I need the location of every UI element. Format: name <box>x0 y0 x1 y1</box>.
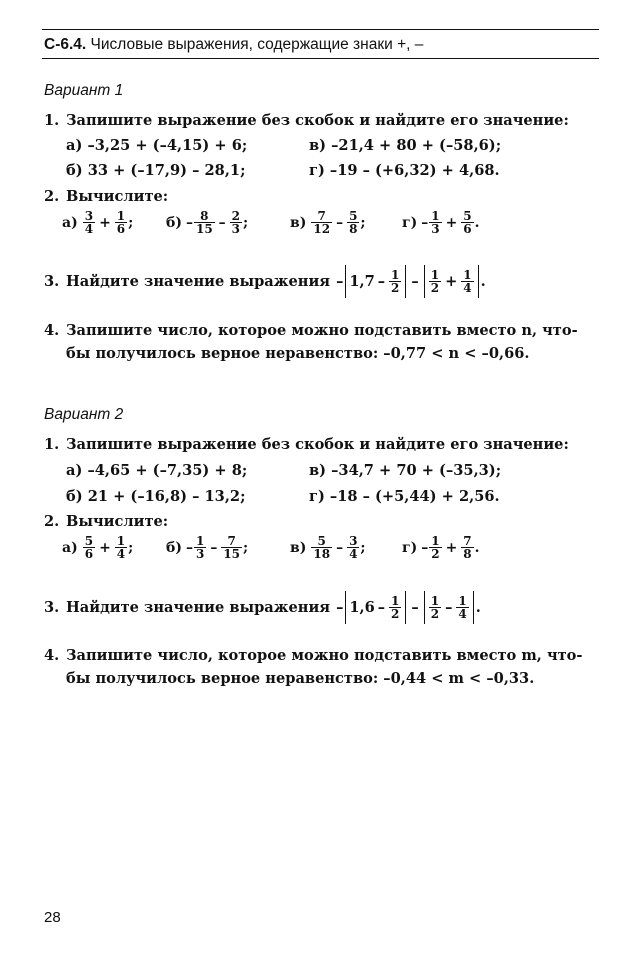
v2-task2-item: г) – $\frac{1}{2}$ + $\frac{7}{8}$ . <box>402 534 480 561</box>
v2-task2-heading <box>44 513 168 530</box>
v1-task1-text: Запишите выражение без скобок и найдите его значение: <box>66 112 569 129</box>
v1-task4-line2: бы получилось верное неравенство: –0,77 < n < –0,66. <box>66 345 530 362</box>
v1-task2-number: 2. <box>44 188 60 205</box>
fraction: $\frac{1}{3}$ <box>431 209 440 236</box>
section-header <box>44 36 599 54</box>
v2-task3-text: Найдите значение выражения <box>66 599 331 616</box>
v1-task4-number: 4. <box>44 322 60 339</box>
v1-task1-row1-right <box>309 137 501 154</box>
v2-task2-item: б) – $\frac{1}{3}$ – $\frac{7}{15}$ ; <box>166 534 249 561</box>
v1-task1-row1 <box>66 137 247 154</box>
fraction: $\frac{7}{15}$ <box>223 534 241 561</box>
v2-task1-text: Запишите выражение без скобок и найдите его значение: <box>66 436 569 453</box>
absolute-value: $\frac{1}{2}$ + $\frac{1}{4}$ <box>424 265 479 298</box>
v2-task2-items <box>62 535 492 560</box>
fraction: $\frac{1}{3}$ <box>195 534 205 561</box>
fraction: $\frac{5}{6}$ <box>463 209 472 236</box>
v1-task2-item: г) – $\frac{1}{3}$ + $\frac{5}{6}$ . <box>402 209 480 236</box>
v2-task4-line1: 4. Запишите число, которое можно подставить вместо m, что- <box>44 647 583 664</box>
absolute-value: $\frac{1}{2}$ – $\frac{1}{4}$ <box>424 591 474 624</box>
fraction: $\frac{8}{15}$ <box>195 209 213 236</box>
v1-task2-item: а) $\frac{3}{4}$ + $\frac{1}{6}$ ; <box>62 209 134 236</box>
header-bottom-rule <box>42 58 599 59</box>
fraction: $\frac{7}{12}$ <box>313 209 331 236</box>
v1-task1-item-a: а) –3,25 + (–4,15) + 6; <box>66 137 248 154</box>
fraction: $\frac{1}{6}$ <box>116 209 126 236</box>
v2-task3 <box>44 591 481 624</box>
v1-task1-row2 <box>66 162 245 179</box>
v1-task4-line1: 4. Запишите число, которое можно подставить вместо n, что- <box>44 322 578 339</box>
fraction: $\frac{1}{4}$ <box>116 534 126 561</box>
v1-task3-text: Найдите значение выражения <box>66 273 331 290</box>
v2-task3-expression: – 1,6 – $\frac{1}{2}$ – $\frac{1}{2}$ – $\frac{1}{4}$ . <box>336 591 481 624</box>
v2-task1-row2-right <box>309 488 500 505</box>
v1-task3-number: 3. <box>44 273 60 290</box>
v2-task3-number: 3. <box>44 599 60 616</box>
fraction: $\frac{2}{3}$ <box>231 209 241 236</box>
v2-task2-item: а) $\frac{5}{6}$ + $\frac{1}{4}$ ; <box>62 534 134 561</box>
section-code: С-6.4. <box>44 36 87 53</box>
fraction: $\frac{5}{18}$ <box>313 534 331 561</box>
v2-task2-number: 2. <box>44 513 60 530</box>
absolute-value: 1,7 – $\frac{1}{2}$ <box>345 265 406 298</box>
v1-task1-row2-right <box>309 162 500 179</box>
fraction: $\frac{1}{2}$ <box>431 534 440 561</box>
v1-task1-heading <box>44 112 569 129</box>
v1-task2-text: Вычислите: <box>66 188 169 205</box>
fraction: $\frac{3}{4}$ <box>349 534 358 561</box>
v1-task1-item-v: в) –21,4 + 80 + (–58,6); <box>309 137 502 154</box>
fraction: $\frac{7}{8}$ <box>463 534 472 561</box>
top-rule <box>42 29 599 30</box>
v2-task4-number: 4. <box>44 647 60 664</box>
v2-task1-number: 1. <box>44 436 60 453</box>
section-title: Числовые выражения, содержащие знаки +, – <box>90 36 424 53</box>
fraction: $\frac{5}{8}$ <box>349 209 358 236</box>
v1-task3 <box>44 265 486 298</box>
v2-task1-item-a: а) –4,65 + (–7,35) + 8; <box>66 462 248 479</box>
v2-task1-item-b: б) 21 + (–16,8) – 13,2; <box>66 488 246 505</box>
v1-task2-item: б) – $\frac{8}{15}$ – $\frac{2}{3}$ ; <box>166 209 249 236</box>
v2-task1-item-g: г) –18 – (+5,44) + 2,56. <box>309 488 500 505</box>
fraction: $\frac{3}{4}$ <box>84 209 94 236</box>
v1-task2-item: в) $\frac{7}{12}$ – $\frac{5}{8}$ ; <box>290 209 366 236</box>
variant-1-title: Вариант 1 <box>44 82 124 99</box>
v1-task2-items <box>62 210 492 235</box>
v2-task1-row1-right <box>309 462 501 479</box>
v2-task2-item: в) $\frac{5}{18}$ – $\frac{3}{4}$ ; <box>290 534 366 561</box>
v2-task1-item-v: в) –34,7 + 70 + (–35,3); <box>309 462 502 479</box>
v1-task1-item-b: б) 33 + (–17,9) – 28,1; <box>66 162 246 179</box>
v2-task1-row1 <box>66 462 247 479</box>
absolute-value: 1,6 – $\frac{1}{2}$ <box>345 591 406 624</box>
page-number: 28 <box>44 909 61 926</box>
v1-task3-expression: – 1,7 – $\frac{1}{2}$ – $\frac{1}{2}$ + $\frac{1}{4}$ . <box>336 265 486 298</box>
v2-task1-row2 <box>66 488 245 505</box>
v2-task4-line2: бы получилось верное неравенство: –0,44 < m < –0,33. <box>66 670 535 687</box>
fraction: $\frac{5}{6}$ <box>84 534 94 561</box>
v1-task1-number: 1. <box>44 112 60 129</box>
v2-task1-heading <box>44 436 569 453</box>
v2-task2-text: Вычислите: <box>66 513 169 530</box>
v1-task1-item-g: г) –19 – (+6,32) + 4,68. <box>309 162 500 179</box>
v1-task2-heading <box>44 188 168 205</box>
variant-2-title: Вариант 2 <box>44 406 124 423</box>
